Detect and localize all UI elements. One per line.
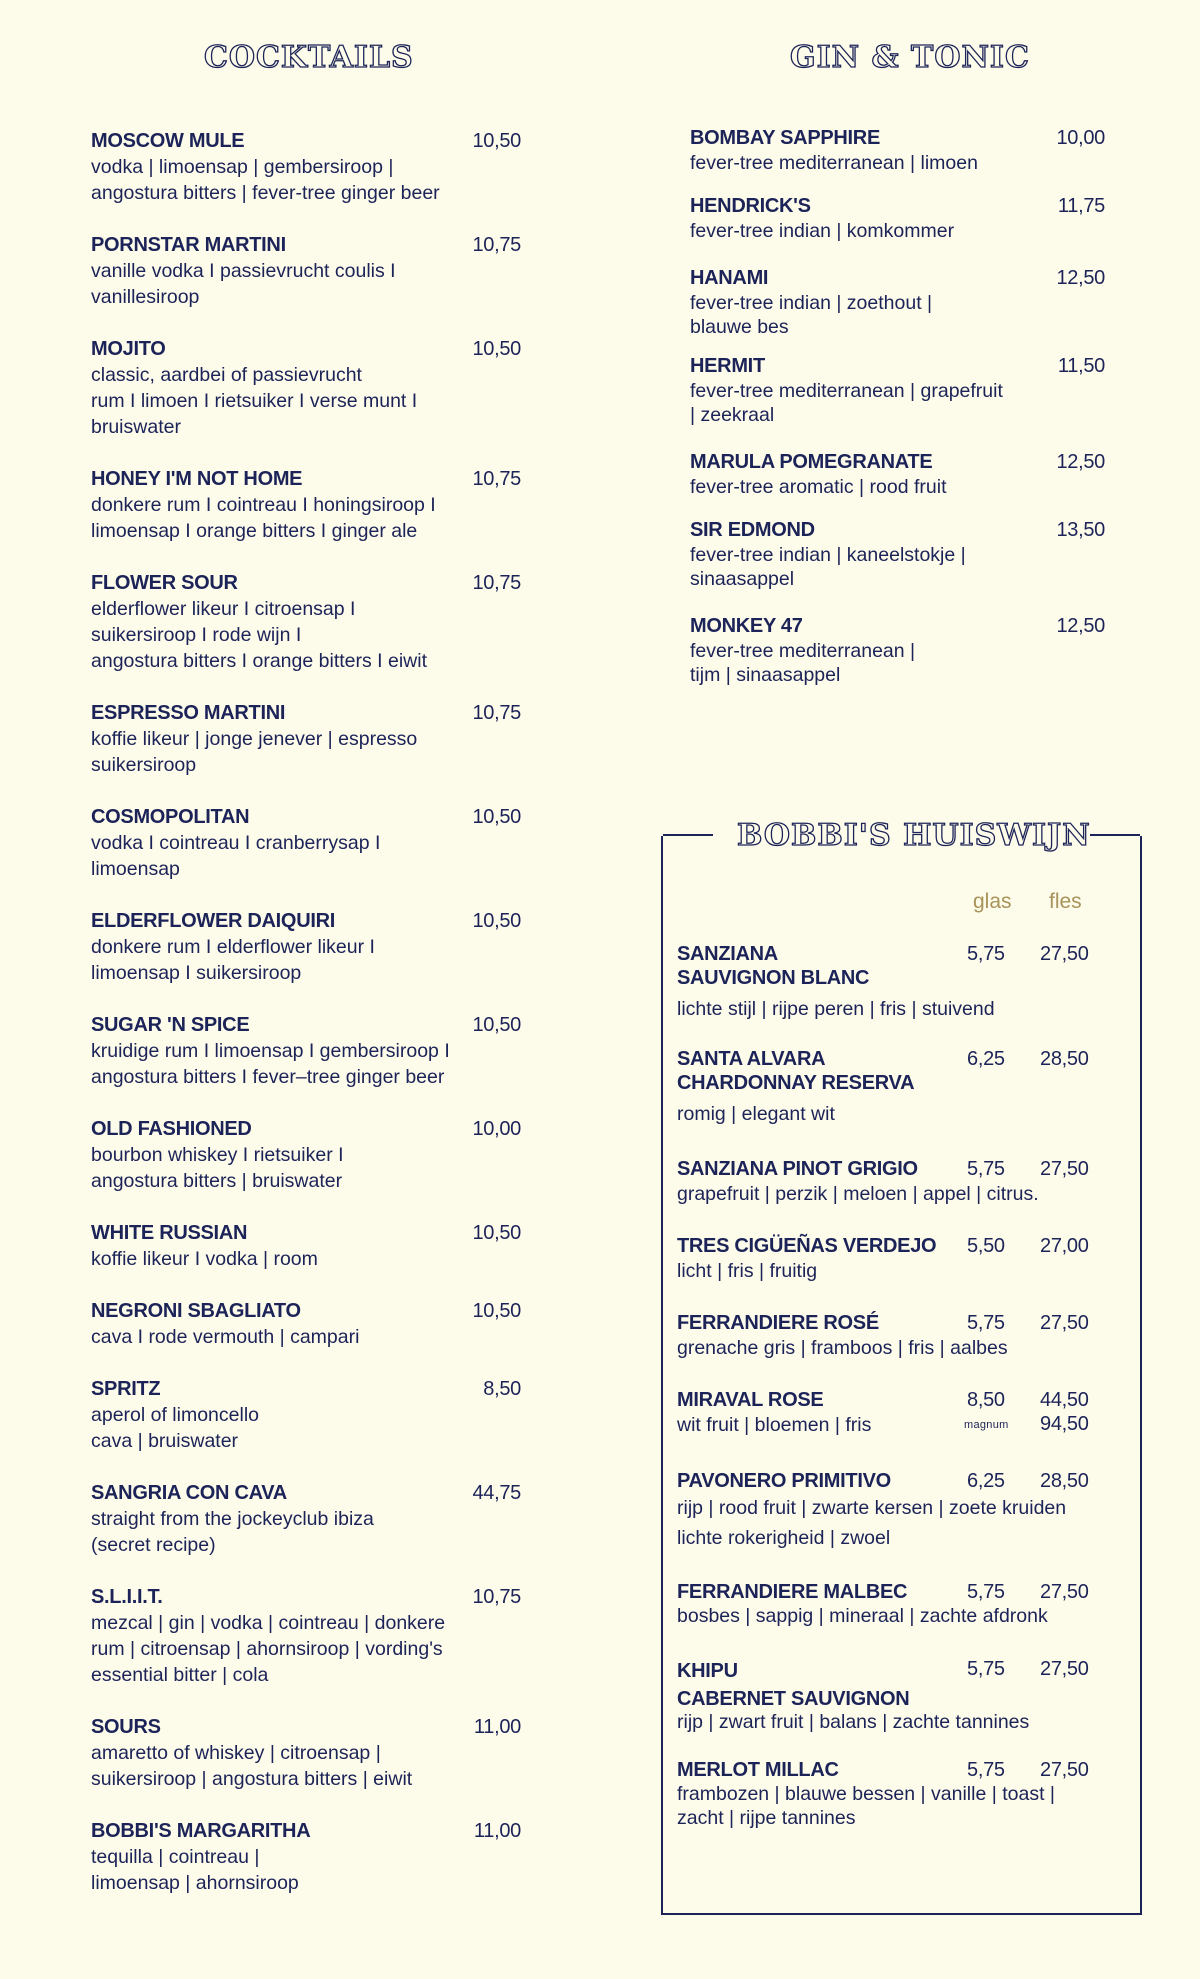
menu-item bbox=[91, 908, 521, 986]
description-line: koffie likeur | jonge jenever | espresso bbox=[91, 728, 418, 750]
wine-item-name bbox=[677, 1758, 1102, 1782]
menu-item-price: 11,50 bbox=[1057, 355, 1105, 377]
menu-item-header bbox=[91, 1818, 521, 1844]
menu-item-header bbox=[91, 336, 521, 362]
wine-glass-price: 5,75 bbox=[967, 1312, 1005, 1334]
menu-item-price: 12,50 bbox=[1056, 451, 1105, 473]
description-line: grenache gris | framboos | fris | aalbes bbox=[677, 1337, 1008, 1359]
cocktails-title: COCKTAILS bbox=[204, 40, 414, 75]
menu-item bbox=[690, 193, 1105, 243]
wine-item-name bbox=[677, 1657, 1102, 1713]
menu-item-name: SOURS bbox=[91, 1716, 161, 1738]
wine-item bbox=[677, 1657, 1102, 1733]
wine-glass-price: 6,25 bbox=[967, 1470, 1005, 1492]
wine-name-line: MIRAVAL ROSE bbox=[677, 1389, 824, 1411]
wine-glass-price: 6,25 bbox=[967, 1048, 1005, 1070]
description-line: | zeekraal bbox=[690, 404, 775, 426]
menu-item-header bbox=[91, 128, 521, 154]
wine-item-name bbox=[677, 1469, 1102, 1493]
wine-glass-price: 5,75 bbox=[967, 943, 1005, 965]
menu-item-description bbox=[91, 1142, 521, 1194]
description-line: cava | bruiswater bbox=[91, 1430, 239, 1452]
wine-item bbox=[677, 1234, 1102, 1282]
menu-item-price: 10,50 bbox=[472, 1300, 521, 1322]
wine-glass-price: 5,75 bbox=[967, 1158, 1005, 1180]
description-line: vodka I cointreau I cranberrysap I bbox=[91, 832, 381, 854]
menu-item-header bbox=[690, 449, 1105, 475]
wine-glass-price: 5,50 bbox=[967, 1235, 1005, 1257]
description-line: rum I limoen I rietsuiker I verse munt I bbox=[91, 390, 418, 412]
wine-name-line: FERRANDIERE ROSÉ bbox=[677, 1312, 879, 1334]
description-line: angostura bitters I orange bitters I eiwit bbox=[91, 650, 428, 672]
menu-item-description bbox=[91, 362, 521, 440]
menu-item-description bbox=[91, 934, 521, 986]
menu-item-header bbox=[690, 265, 1105, 291]
wine-item-description bbox=[677, 1099, 835, 1129]
menu-item bbox=[690, 517, 1105, 591]
description-line: donkere rum I cointreau I honingsiroop I bbox=[91, 494, 436, 516]
menu-item-price: 10,50 bbox=[472, 1014, 521, 1036]
description-line: suikersiroop | angostura bitters | eiwit bbox=[91, 1768, 413, 1790]
description-line: vodka | limoensap | gembersiroop | bbox=[91, 156, 394, 178]
menu-item bbox=[91, 1298, 521, 1350]
menu-item-price: 44,75 bbox=[472, 1482, 521, 1504]
menu-item-description bbox=[91, 1246, 521, 1272]
description-line: zacht | rijpe tannines bbox=[677, 1807, 856, 1829]
wine-glass-price: 5,75 bbox=[967, 1658, 1005, 1680]
wine-item-name bbox=[677, 1047, 1102, 1095]
menu-item-header bbox=[690, 613, 1105, 639]
wine-bottle-price: 27,50 bbox=[1040, 1658, 1089, 1680]
menu-item-price: 10,00 bbox=[472, 1118, 521, 1140]
menu-item-name: FLOWER SOUR bbox=[91, 572, 238, 594]
description-line: fever-tree mediterranean | bbox=[690, 640, 916, 662]
wine-magnum-label: magnum bbox=[964, 1419, 1009, 1431]
wine-glass-price: 5,75 bbox=[967, 1581, 1005, 1603]
wine-magnum-price: 94,50 bbox=[1040, 1413, 1089, 1435]
menu-item-description bbox=[91, 596, 521, 674]
description-line: limoensap I suikersiroop bbox=[91, 962, 302, 984]
menu-item-name: S.L.I.I.T. bbox=[91, 1586, 163, 1608]
description-line: classic, aardbei of passievrucht bbox=[91, 364, 362, 386]
description-line: limoensap | ahornsiroop bbox=[91, 1872, 299, 1894]
wine-col-glass-label: glas bbox=[973, 890, 1012, 913]
description-line: fever-tree aromatic | rood fruit bbox=[690, 476, 947, 498]
description-line: suikersiroop bbox=[91, 754, 197, 776]
wine-bottle-price: 27,50 bbox=[1040, 1158, 1089, 1180]
description-line: licht | fris | fruitig bbox=[677, 1260, 818, 1282]
wine-title: BOBBI'S HUISWIJN bbox=[737, 818, 1091, 853]
menu-item-description bbox=[91, 830, 521, 882]
menu-item bbox=[690, 449, 1105, 499]
wine-item-description bbox=[677, 1258, 817, 1284]
menu-item bbox=[91, 1220, 521, 1272]
menu-item bbox=[91, 1584, 521, 1688]
menu-item-description bbox=[91, 1610, 521, 1688]
wine-item-description bbox=[677, 1412, 871, 1438]
menu-item-name: BOBBI'S MARGARITHA bbox=[91, 1820, 311, 1842]
menu-item-price: 11,75 bbox=[1057, 195, 1105, 217]
description-line: wit fruit | bloemen | fris bbox=[677, 1414, 872, 1436]
description-line: bourbon whiskey I rietsuiker I bbox=[91, 1144, 344, 1166]
menu-item-name: SANGRIA CON CAVA bbox=[91, 1482, 287, 1504]
description-line: essential bitter | cola bbox=[91, 1664, 269, 1686]
description-line: grapefruit | perzik | meloen | appel | citrus. bbox=[677, 1183, 1039, 1205]
menu-item-header bbox=[91, 1298, 521, 1324]
menu-item-description bbox=[91, 726, 521, 778]
wine-item bbox=[677, 1580, 1102, 1627]
menu-item-name: HONEY I'M NOT HOME bbox=[91, 468, 303, 490]
wine-bottle-price: 44,50 bbox=[1040, 1389, 1089, 1411]
wine-item-description bbox=[677, 1604, 1048, 1628]
description-line: frambozen | blauwe bessen | vanille | toast | bbox=[677, 1783, 1055, 1805]
description-line: rijp | zwart fruit | balans | zachte tannines bbox=[677, 1711, 1030, 1733]
description-line: bosbes | sappig | mineraal | zachte afdronk bbox=[677, 1605, 1048, 1627]
menu-item-header bbox=[91, 1012, 521, 1038]
description-line: cava I rode vermouth | campari bbox=[91, 1326, 360, 1348]
wine-bottle-price: 28,50 bbox=[1040, 1470, 1089, 1492]
description-line: kruidige rum I limoensap I gembersiroop I bbox=[91, 1040, 450, 1062]
wine-bottle-price: 28,50 bbox=[1040, 1048, 1089, 1070]
wine-name-line: PAVONERO PRIMITIVO bbox=[677, 1470, 891, 1492]
description-line: fever-tree indian | komkommer bbox=[690, 220, 955, 242]
wine-item-description bbox=[677, 1181, 1039, 1207]
menu-item-name: MONKEY 47 bbox=[690, 615, 803, 637]
wine-item-name bbox=[677, 1580, 1102, 1604]
wine-bottle-price: 27,00 bbox=[1040, 1235, 1089, 1257]
menu-item-name: MOSCOW MULE bbox=[91, 130, 245, 152]
wine-bottle-price: 27,50 bbox=[1040, 1759, 1089, 1781]
description-line: bruiswater bbox=[91, 416, 181, 438]
menu-item-description bbox=[91, 258, 521, 310]
menu-item-price: 10,75 bbox=[472, 572, 521, 594]
wine-name-line: FERRANDIERE MALBEC bbox=[677, 1581, 908, 1603]
menu-item-name: PORNSTAR MARTINI bbox=[91, 234, 286, 256]
menu-item-price: 10,75 bbox=[472, 468, 521, 490]
wine-item-name bbox=[677, 1234, 1102, 1258]
menu-item-name: SIR EDMOND bbox=[690, 519, 815, 541]
menu-item-name: HENDRICK'S bbox=[690, 195, 811, 217]
menu-item-description bbox=[91, 1402, 521, 1454]
menu-item-description bbox=[91, 1740, 521, 1792]
menu-item-price: 13,50 bbox=[1056, 519, 1105, 541]
menu-item-price: 10,50 bbox=[472, 130, 521, 152]
description-line: rijp | rood fruit | zwarte kersen | zoete kruiden bbox=[677, 1497, 1067, 1519]
description-line: vanillesiroop bbox=[91, 286, 200, 308]
menu-item-description bbox=[690, 291, 1105, 339]
wine-glass-price: 5,75 bbox=[967, 1759, 1005, 1781]
description-line: tequilla | cointreau | bbox=[91, 1846, 260, 1868]
menu-item-header bbox=[690, 193, 1105, 219]
menu-item-name: ESPRESSO MARTINI bbox=[91, 702, 286, 724]
menu-item-name: BOMBAY SAPPHIRE bbox=[690, 127, 880, 149]
wine-name-line: SANZIANA PINOT GRIGIO bbox=[677, 1158, 918, 1180]
menu-item-description bbox=[690, 543, 1105, 591]
menu-item-price: 12,50 bbox=[1056, 267, 1105, 289]
wine-item-description bbox=[677, 1493, 1066, 1553]
wine-item bbox=[677, 1388, 1102, 1436]
menu-item-header bbox=[690, 517, 1105, 543]
menu-item bbox=[91, 1714, 521, 1792]
menu-item bbox=[91, 336, 521, 440]
description-line: suikersiroop I rode wijn I bbox=[91, 624, 302, 646]
menu-item-description bbox=[690, 639, 1105, 687]
menu-item-description bbox=[91, 492, 521, 544]
menu-item bbox=[91, 570, 521, 674]
menu-item bbox=[91, 128, 521, 206]
description-line: aperol of limoncello bbox=[91, 1404, 260, 1426]
menu-item-price: 10,50 bbox=[472, 338, 521, 360]
menu-item-price: 8,50 bbox=[483, 1378, 521, 1400]
menu-item-price: 10,50 bbox=[472, 806, 521, 828]
description-line: fever-tree indian | kaneelstokje | bbox=[690, 544, 966, 566]
description-line: fever-tree mediterranean | grapefruit bbox=[690, 380, 1003, 402]
menu-item-name: HERMIT bbox=[690, 355, 765, 377]
wine-box-top-line-left bbox=[663, 834, 713, 836]
menu-item bbox=[690, 353, 1105, 427]
menu-item-description bbox=[91, 1844, 521, 1896]
menu-item-name: WHITE RUSSIAN bbox=[91, 1222, 248, 1244]
description-line: straight from the jockeyclub ibiza bbox=[91, 1508, 374, 1530]
description-line: lichte stijl | rijpe peren | fris | stuivend bbox=[677, 998, 995, 1020]
wine-name-line: SANZIANA bbox=[677, 943, 778, 965]
gin-tonic-title: GIN & TONIC bbox=[790, 40, 1030, 75]
wine-item-description bbox=[677, 1782, 1055, 1830]
menu-item-price: 10,50 bbox=[472, 1222, 521, 1244]
description-line: tijm | sinaasappel bbox=[690, 664, 841, 686]
menu-item bbox=[91, 1376, 521, 1454]
menu-item-header bbox=[91, 700, 521, 726]
wine-item bbox=[677, 1469, 1102, 1549]
menu-item bbox=[91, 466, 521, 544]
description-line: rum | citroensap | ahornsiroop | vording's bbox=[91, 1638, 443, 1660]
wine-bottle-price: 27,50 bbox=[1040, 943, 1089, 965]
wine-item bbox=[677, 1047, 1102, 1125]
wine-name-line: MERLOT MILLAC bbox=[677, 1759, 839, 1781]
menu-item-price: 11,00 bbox=[473, 1820, 521, 1842]
menu-item-price: 10,75 bbox=[472, 234, 521, 256]
description-line: lichte rokerigheid | zwoel bbox=[677, 1527, 891, 1549]
menu-item bbox=[91, 700, 521, 778]
wine-name-line: CABERNET SAUVIGNON bbox=[677, 1688, 910, 1710]
wine-name-line: CHARDONNAY RESERVA bbox=[677, 1072, 915, 1094]
wine-item-description bbox=[677, 1710, 1029, 1734]
menu-item-description bbox=[690, 475, 1105, 499]
menu-item-description bbox=[91, 1324, 521, 1350]
menu-item-price: 11,00 bbox=[473, 1716, 521, 1738]
menu-item-header bbox=[91, 804, 521, 830]
menu-item-description bbox=[91, 1038, 521, 1090]
menu-item-header bbox=[690, 125, 1105, 151]
menu-item-header bbox=[91, 232, 521, 258]
wine-item-description bbox=[677, 994, 995, 1024]
menu-item-price: 10,75 bbox=[472, 1586, 521, 1608]
menu-item-header bbox=[91, 1116, 521, 1142]
menu-item bbox=[690, 265, 1105, 339]
description-line: angostura bitters | bruiswater bbox=[91, 1170, 343, 1192]
menu-item-name: MARULA POMEGRANATE bbox=[690, 451, 933, 473]
menu-item-name: OLD FASHIONED bbox=[91, 1118, 252, 1140]
wine-bottle-price: 27,50 bbox=[1040, 1312, 1089, 1334]
description-line: angostura bitters I fever–tree ginger beer bbox=[91, 1066, 445, 1088]
wine-item bbox=[677, 1758, 1102, 1829]
menu-item bbox=[690, 125, 1105, 175]
description-line: fever-tree indian | zoethout | bbox=[690, 292, 933, 314]
description-line: angostura bitters | fever-tree ginger beer bbox=[91, 182, 440, 204]
menu-item bbox=[91, 232, 521, 310]
description-line: mezcal | gin | vodka | cointreau | donkere bbox=[91, 1612, 446, 1634]
wine-item-name bbox=[677, 1157, 1102, 1181]
menu-item-name: NEGRONI SBAGLIATO bbox=[91, 1300, 301, 1322]
menu-item-description bbox=[690, 379, 1105, 427]
description-line: koffie likeur I vodka | room bbox=[91, 1248, 318, 1270]
wine-item-name bbox=[677, 942, 1102, 990]
wine-item-name bbox=[677, 1388, 1102, 1412]
menu-item bbox=[91, 804, 521, 882]
wine-glass-price: 8,50 bbox=[967, 1389, 1005, 1411]
menu-item-description bbox=[690, 219, 1105, 243]
menu-item-header bbox=[91, 1714, 521, 1740]
wine-item bbox=[677, 1311, 1102, 1359]
description-line: blauwe bes bbox=[690, 316, 789, 338]
menu-item-header bbox=[91, 570, 521, 596]
menu-item bbox=[91, 1116, 521, 1194]
menu-item-header bbox=[91, 1480, 521, 1506]
description-line: amaretto of whiskey | citroensap | bbox=[91, 1742, 381, 1764]
wine-name-line: TRES CIGÜEÑAS VERDEJO bbox=[677, 1235, 937, 1257]
menu-item bbox=[91, 1480, 521, 1558]
wine-bottle-price: 27,50 bbox=[1040, 1581, 1089, 1603]
wine-box-top-line-right bbox=[1090, 834, 1140, 836]
description-line: vanille vodka I passievrucht coulis I bbox=[91, 260, 396, 282]
menu-item bbox=[91, 1012, 521, 1090]
menu-item-header bbox=[91, 1220, 521, 1246]
menu-item-header bbox=[91, 1376, 521, 1402]
menu-item-name: ELDERFLOWER DAIQUIRI bbox=[91, 910, 335, 932]
description-line: limoensap I orange bitters I ginger ale bbox=[91, 520, 418, 542]
menu-item-description bbox=[690, 151, 1105, 175]
description-line: (secret recipe) bbox=[91, 1534, 216, 1556]
menu-item-header bbox=[91, 908, 521, 934]
wine-name-line: SANTA ALVARA bbox=[677, 1048, 826, 1070]
wine-item bbox=[677, 942, 1102, 1020]
menu-item bbox=[91, 1818, 521, 1896]
menu-item-name: HANAMI bbox=[690, 267, 769, 289]
menu-item-header bbox=[91, 466, 521, 492]
description-line: elderflower likeur I citroensap I bbox=[91, 598, 356, 620]
menu-item-price: 10,00 bbox=[1056, 127, 1105, 149]
menu-item-price: 10,50 bbox=[472, 910, 521, 932]
menu-item-name: SPRITZ bbox=[91, 1378, 161, 1400]
wine-name-line: SAUVIGNON BLANC bbox=[677, 967, 870, 989]
description-line: donkere rum I elderflower likeur I bbox=[91, 936, 375, 958]
description-line: limoensap bbox=[91, 858, 180, 880]
menu-item-name: COSMOPOLITAN bbox=[91, 806, 250, 828]
description-line: romig | elegant wit bbox=[677, 1103, 835, 1125]
menu-item-header bbox=[690, 353, 1105, 379]
menu-item-price: 12,50 bbox=[1056, 615, 1105, 637]
menu-item bbox=[690, 613, 1105, 687]
menu-item-price: 10,75 bbox=[472, 702, 521, 724]
menu-item-name: MOJITO bbox=[91, 338, 166, 360]
menu-item-header bbox=[91, 1584, 521, 1610]
wine-item bbox=[677, 1157, 1102, 1205]
wine-item-name bbox=[677, 1311, 1102, 1335]
menu-item-description bbox=[91, 1506, 521, 1558]
menu-item-description bbox=[91, 154, 521, 206]
wine-col-bottle-label: fles bbox=[1049, 890, 1082, 913]
menu-item-name: SUGAR 'N SPICE bbox=[91, 1014, 250, 1036]
description-line: sinaasappel bbox=[690, 568, 795, 590]
description-line: fever-tree mediterranean | limoen bbox=[690, 152, 978, 174]
wine-item-description bbox=[677, 1335, 1008, 1361]
wine-name-line: KHIPU bbox=[677, 1660, 738, 1682]
